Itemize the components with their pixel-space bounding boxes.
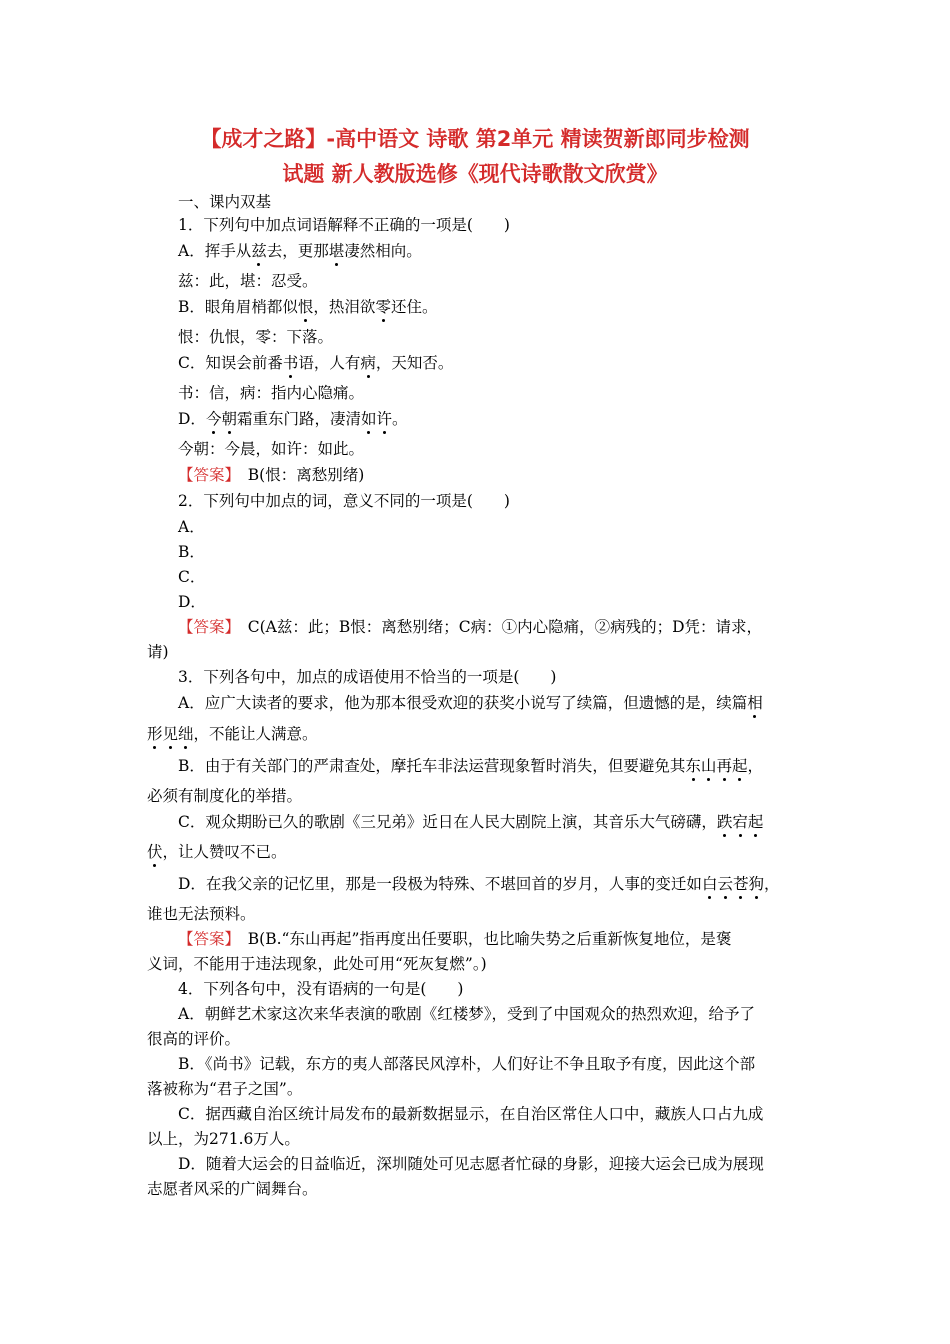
q4-option-b: B．《尚书》记载，东方的夷人部落民风淳朴，人们好让不争且取予有度，因此这个部 xyxy=(178,1055,756,1073)
dotted-word: 形 xyxy=(147,725,163,743)
q2-stem: 2．下列句中加点的词，意义不同的一项是( ) xyxy=(178,492,510,510)
dotted-word: 苍 xyxy=(732,875,749,893)
q2-option-a: A． xyxy=(178,518,205,536)
dotted-word: 跌 xyxy=(716,813,733,831)
q3-stem: 3．下列各句中，加点的成语使用不恰当的一项是( ) xyxy=(178,668,557,686)
q3-option-a-continued: 形见绌，不能让人满意。 xyxy=(147,725,318,743)
q1-stem: 1．下列句中加点词语解释不正确的一项是( ) xyxy=(178,216,510,234)
q4-option-b-continued: 落被称为“君子之国”。 xyxy=(147,1080,303,1098)
q2-answer-continued: 请) xyxy=(147,643,169,661)
dotted-word: 兹 xyxy=(251,242,267,260)
answer-label: 【答案】 xyxy=(178,930,233,948)
document-title-line-2: 试题 新人教版选修《现代诗歌散文欣赏》 xyxy=(282,162,668,186)
dotted-word: 云 xyxy=(717,875,733,893)
dotted-word: 山 xyxy=(700,757,717,775)
dotted-word: 许 xyxy=(376,410,393,428)
q1-option-a-explanation: 兹：此，堪：忍受。 xyxy=(178,272,318,290)
dotted-word: 再 xyxy=(716,757,732,775)
q4-stem: 4．下列各句中，没有语病的一句是( ) xyxy=(178,980,464,998)
dotted-word: 伏 xyxy=(147,843,163,861)
q4-option-a: A．朝鲜艺术家这次来华表演的歌剧《红楼梦》，受到了中国观众的热烈欢迎，给予了 xyxy=(178,1005,755,1023)
q1-option-d-explanation: 今朝：今晨，如许：如此。 xyxy=(178,440,365,458)
q3-option-a: A．应广大读者的要求，他为那本很受欢迎的获奖小说写了续篇，但遗憾的是，续篇相 xyxy=(178,694,763,712)
q3-option-b-continued: 必须有制度化的举措。 xyxy=(147,787,303,805)
dotted-word: 相 xyxy=(747,694,763,712)
dotted-word: 病 xyxy=(360,354,376,372)
dotted-word: 绌 xyxy=(178,725,194,743)
dotted-word: 起 xyxy=(747,813,764,831)
q1-option-a: A．挥手从兹去，更那堪凄然相向。 xyxy=(178,242,422,260)
dotted-word: 堪 xyxy=(328,242,345,260)
q1-option-c: C．知误会前番书语，人有病，天知否。 xyxy=(178,354,454,372)
q1-option-c-explanation: 书：信，病：指内心隐痛。 xyxy=(178,384,365,402)
q1-answer: 【答案】 B(恨：离愁别绪) xyxy=(178,466,365,484)
dotted-word: 白 xyxy=(701,875,718,893)
q2-option-c: C． xyxy=(178,568,206,586)
q1-option-b-explanation: 恨：仇恨，零：下落。 xyxy=(178,328,334,346)
dotted-word: 宕 xyxy=(732,813,748,831)
q4-option-c: C．据西藏自治区统计局发布的最新数据显示，在自治区常住人口中，藏族人口占九成 xyxy=(178,1105,764,1123)
q3-option-b: B．由于有关部门的严肃查处，摩托车非法运营现象暂时消失，但要避免其东山再起， xyxy=(178,757,763,775)
dotted-word: 狗 xyxy=(748,875,764,893)
dotted-word: 见 xyxy=(162,725,179,743)
answer-label: 【答案】 xyxy=(178,618,233,636)
q3-option-c-continued: 伏，让人赞叹不已。 xyxy=(147,843,287,861)
q4-option-c-continued: 以上，为271.6万人。 xyxy=(147,1130,300,1148)
q2-answer: 【答案】 C(A兹：此；B恨：离愁别绪；C病：①内心隐痛，②病残的；D凭：请求， xyxy=(178,618,763,636)
dotted-word: 零 xyxy=(375,298,391,316)
q4-option-d-continued: 志愿者风采的广阔舞台。 xyxy=(147,1180,318,1198)
q1-option-d: D．今朝霜重东门路，凄清如许。 xyxy=(178,410,408,428)
section-heading: 一、课内双基 xyxy=(178,193,272,211)
dotted-word: 朝 xyxy=(221,410,237,428)
q4-option-d: D．随着大运会的日益临近，深圳随处可见志愿者忙碌的身影，迎接大运会已成为展现 xyxy=(178,1155,764,1173)
q3-answer: 【答案】 B(B.“东山再起”指再度出任要职，也比喻失势之后重新恢复地位，是褒 xyxy=(178,930,732,948)
dotted-word: 如 xyxy=(360,410,377,428)
q2-option-d: D． xyxy=(178,593,206,611)
q3-option-c: C．观众期盼已久的歌剧《三兄弟》近日在人民大剧院上演，其音乐大气磅礴，跌宕起 xyxy=(178,813,764,831)
dotted-word: 起 xyxy=(731,757,748,775)
answer-label: 【答案】 xyxy=(178,466,233,484)
q3-answer-continued: 义词，不能用于违法现象，此处可用“死灰复燃”。) xyxy=(147,955,487,973)
q3-option-d-continued: 谁也无法预料。 xyxy=(147,905,256,923)
q4-option-a-continued: 很高的评价。 xyxy=(147,1030,241,1048)
q3-option-d: D．在我父亲的记忆里，那是一段极为特殊、不堪回首的岁月，人事的变迁如白云苍狗， xyxy=(178,875,780,893)
document-title-line-1: 【成才之路】-高中语文 诗歌 第2单元 精读贺新郎同步检测 xyxy=(200,127,750,151)
dotted-word: 书 xyxy=(282,354,299,372)
dotted-word: 东 xyxy=(685,757,701,775)
dotted-word: 恨 xyxy=(297,298,314,316)
q2-option-b: B． xyxy=(178,543,205,561)
dotted-word: 今 xyxy=(205,410,222,428)
q1-option-b: B．眼角眉梢都似恨，热泪欲零还住。 xyxy=(178,298,438,316)
